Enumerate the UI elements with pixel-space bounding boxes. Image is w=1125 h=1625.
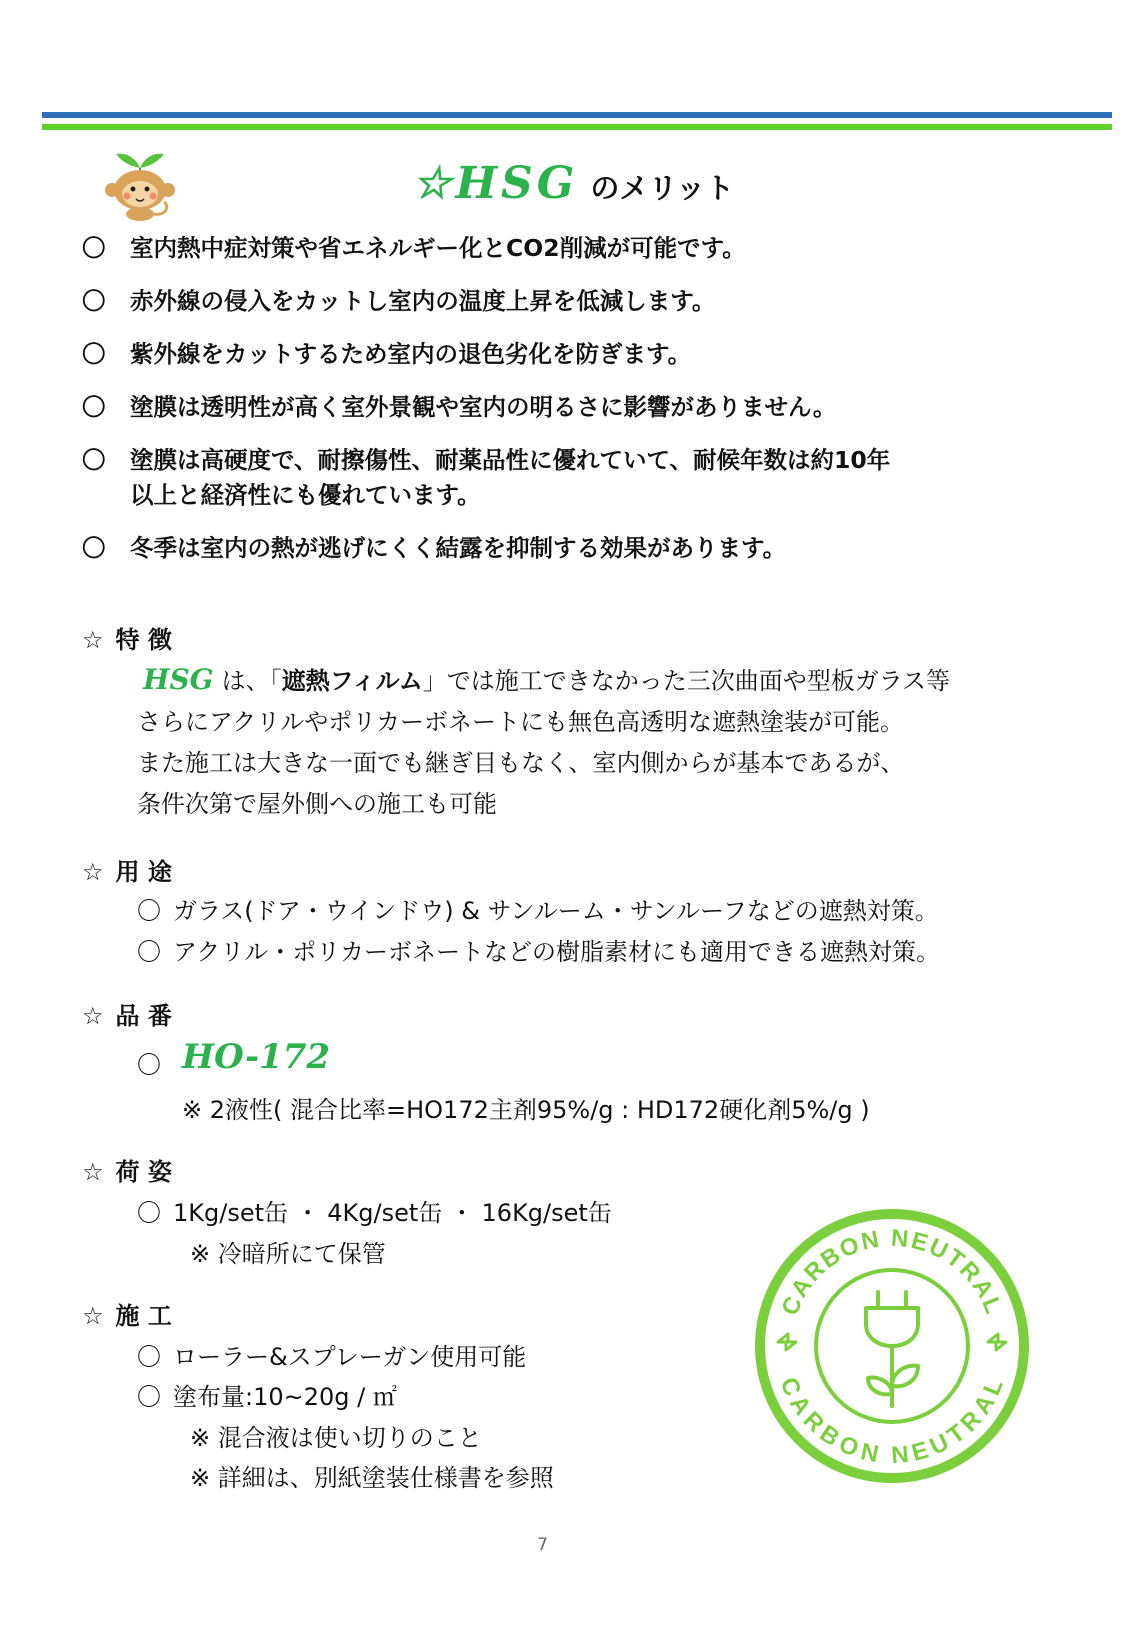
section-heading-text: 荷 姿 <box>115 1158 172 1186</box>
application-note: ※ 混合液は使い切りのこと <box>190 1424 482 1452</box>
star-icon: ☆ <box>82 1002 104 1030</box>
merit-text: 室内熱中症対策や省エネルギー化とCO2削減が可能です。 <box>130 234 746 262</box>
merit-text-line: 以上と経済性にも優れています。 <box>130 481 481 509</box>
merit-item <box>82 443 1042 513</box>
application-item <box>137 1337 526 1372</box>
section-heading-text: 施 工 <box>115 1302 172 1330</box>
features-line: 条件次第で屋外側への施工も可能 <box>137 790 497 818</box>
section-heading-packaging <box>82 1152 172 1187</box>
use-item-text: アクリル・ポリカーボネートなどの樹脂素材にも適用できる遮熱対策。 <box>173 938 941 966</box>
circle-bullet-icon: 〇 <box>82 446 106 474</box>
section-heading-text: 品 番 <box>115 1002 172 1030</box>
merit-item <box>82 390 1042 425</box>
circle-bullet-icon: 〇 <box>82 234 106 262</box>
carbon-neutral-badge <box>752 1206 1032 1486</box>
circle-bullet-icon: 〇 <box>82 287 106 315</box>
section-heading-features <box>82 620 172 655</box>
circle-bullet-icon: 〇 <box>137 1199 161 1227</box>
circle-bullet-icon: 〇 <box>137 1383 161 1411</box>
features-emphasis: 遮熱フィルム <box>281 667 423 695</box>
merit-text: 紫外線をカットするため室内の退色劣化を防ぎます。 <box>130 340 692 368</box>
features-line: また施工は大きな一面でも継ぎ目もなく、室内側からが基本であるが、 <box>137 749 905 777</box>
application-item-text: ローラー&スプレーガン使用可能 <box>173 1343 527 1371</box>
title-subtitle: のメリット <box>590 171 735 205</box>
lightning-bolt-right-icon <box>988 1334 1006 1350</box>
page-title <box>412 158 734 208</box>
application-item-text: 塗布量:10~20g / ㎡ <box>173 1383 397 1411</box>
section-heading-application <box>82 1296 172 1331</box>
section-heading-uses <box>82 852 172 887</box>
circle-bullet-icon: 〇 <box>82 393 106 421</box>
merit-item <box>82 284 1042 319</box>
star-icon: ☆ <box>82 1158 104 1186</box>
merit-text: 冬季は室内の熱が逃げにくく結露を抑制する効果があります。 <box>130 534 787 562</box>
merit-item <box>82 337 1042 372</box>
lightning-bolt-left-icon <box>778 1334 796 1350</box>
packaging-item-text: 1Kg/set缶 ・ 4Kg/set缶 ・ 16Kg/set缶 <box>173 1199 612 1227</box>
features-text: は、「 <box>221 667 282 695</box>
section-heading-product <box>82 996 172 1031</box>
star-icon: ☆ <box>82 626 104 654</box>
product-note: ※ 2液性( 混合比率=HO172主剤95%/g : HD172硬化剤5%/g ) <box>182 1096 870 1124</box>
star-icon: ☆ <box>82 1302 104 1330</box>
merit-item <box>82 231 1042 266</box>
sprout-monkey-mascot-icon <box>100 144 180 222</box>
circle-bullet-icon: 〇 <box>137 1051 161 1079</box>
badge-bottom-text: CARBON NEUTRAL <box>774 1373 1010 1470</box>
section-heading-text: 特 徴 <box>115 626 172 654</box>
features-paragraph <box>137 659 950 825</box>
title-brand: ☆HSG <box>412 158 579 209</box>
page-number: 7 <box>537 1535 548 1555</box>
circle-bullet-icon: 〇 <box>137 1343 161 1371</box>
merit-item <box>82 531 1042 566</box>
application-note: ※ 詳細は、別紙塗装仕様書を参照 <box>190 1464 554 1492</box>
features-line <box>137 659 950 702</box>
star-icon: ☆ <box>82 858 104 886</box>
section-heading-text: 用 途 <box>115 858 172 886</box>
product-bullet <box>137 1045 173 1080</box>
use-item-text: ガラス(ドア・ウインドウ) & サンルーム・サンルーフなどの遮熱対策。 <box>173 897 939 925</box>
plug-sprout-icon <box>866 1292 918 1406</box>
merit-text: 塗膜は透明性が高く室外景観や室内の明るさに影響がありません。 <box>130 393 837 421</box>
product-model-number: HO-172 <box>182 1037 331 1077</box>
features-line: さらにアクリルやポリカーボネートにも無色高透明な遮熱塗装が可能。 <box>137 708 905 736</box>
circle-bullet-icon: 〇 <box>137 897 161 925</box>
application-item <box>137 1377 397 1412</box>
circle-bullet-icon: 〇 <box>82 534 106 562</box>
packaging-item <box>137 1193 612 1228</box>
circle-bullet-icon: 〇 <box>137 938 161 966</box>
packaging-note: ※ 冷暗所にて保管 <box>190 1240 386 1268</box>
badge-top-text: CARBON NEUTRAL <box>776 1224 1008 1320</box>
use-item <box>137 932 940 967</box>
features-text: 」では施工できなかった三次曲面や型板ガラス等 <box>422 667 950 695</box>
merit-text: 赤外線の侵入をカットし室内の温度上昇を低減します。 <box>130 287 716 315</box>
features-brand: HSG <box>143 663 214 696</box>
circle-bullet-icon: 〇 <box>82 340 106 368</box>
header-rule-green <box>42 124 1112 130</box>
merit-text-line: 塗膜は高硬度で、耐擦傷性、耐薬品性に優れていて、耐候年数は約10年 <box>130 446 891 474</box>
header-rule-blue <box>42 112 1112 118</box>
use-item <box>137 891 939 926</box>
